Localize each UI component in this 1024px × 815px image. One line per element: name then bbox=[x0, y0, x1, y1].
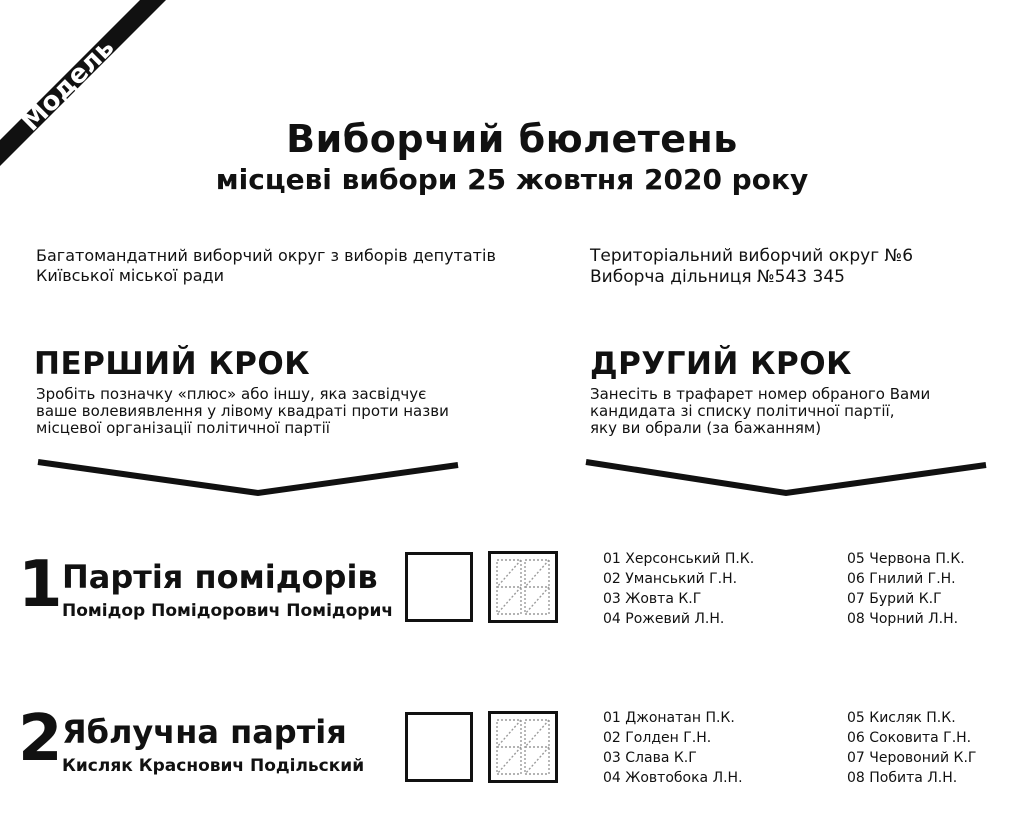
digit-stencil-icon bbox=[491, 554, 555, 620]
candidate-entry: 01 Херсонський П.К. bbox=[603, 551, 755, 567]
candidate-entry: 07 Чеpовоний К.Г bbox=[847, 750, 977, 766]
district-left-line2: Київської міської ради bbox=[36, 266, 224, 285]
candidate-entry: 06 Соковита Г.Н. bbox=[847, 730, 972, 746]
district-right-line1: Територіальний виборчий округ №6 bbox=[590, 246, 914, 266]
party-1-candidates-right bbox=[847, 549, 965, 629]
first-step-instructions bbox=[36, 386, 516, 437]
second-step-chevron bbox=[586, 462, 986, 493]
second-step-line3: яку ви обрали (за бажанням) bbox=[590, 419, 822, 437]
step-chevrons bbox=[0, 455, 1024, 505]
first-step-line3: місцевої організації політичної партії bbox=[36, 419, 330, 437]
candidate-entry: 05 Червона П.К. bbox=[847, 551, 965, 567]
party-1-vote-box[interactable] bbox=[405, 552, 473, 622]
party-2-name: Яблучна партія bbox=[62, 713, 347, 751]
first-step-title: ПЕРШИЙ КРОК bbox=[34, 346, 311, 382]
second-step-line2: кандидата зі списку політичної партії, bbox=[590, 402, 895, 420]
second-step-line1: Занесіть в трафарет номер обраного Вами bbox=[590, 385, 931, 403]
candidate-entry: 02 Уманський Г.Н. bbox=[603, 571, 738, 587]
second-step-instructions bbox=[590, 386, 1010, 437]
candidate-entry: 08 Побита Л.Н. bbox=[847, 770, 958, 786]
corner-label: Модель bbox=[15, 32, 121, 138]
first-step-line2: ваше волевиявлення у лівому квадраті проти назви bbox=[36, 402, 449, 420]
second-step-title: ДРУГИЙ КРОК bbox=[590, 346, 852, 382]
party-1-leader: Помідор Помідорович Помідорич bbox=[62, 601, 394, 621]
party-1-candidates-left bbox=[603, 549, 754, 629]
candidate-entry: 08 Чорний Л.Н. bbox=[847, 611, 959, 627]
candidate-entry: 03 Жовта К.Г bbox=[603, 591, 702, 607]
district-info-left bbox=[36, 246, 576, 286]
district-right-line2: Виборча дільниця №543 345 bbox=[590, 267, 845, 287]
party-1-candidate-stencil[interactable] bbox=[488, 551, 558, 623]
first-step-line1: Зробіть позначку «плюс» або іншу, яка засвідчує bbox=[36, 385, 427, 403]
digit-stencil-icon bbox=[491, 714, 555, 780]
candidate-entry: 02 Голден Г.Н. bbox=[603, 730, 712, 746]
district-left-line1: Багатомандатний виборчий округ з виборів депутатів bbox=[36, 246, 496, 265]
candidate-entry: 03 Слава К.Г bbox=[603, 750, 697, 766]
ballot-subtitle: місцеві вибори 25 жовтня 2020 року bbox=[215, 163, 809, 196]
first-step-chevron bbox=[38, 462, 458, 493]
district-info-right bbox=[590, 246, 1010, 288]
ballot-title: Виборчий бюлетень bbox=[286, 117, 738, 161]
candidate-entry: 05 Кисляк П.К. bbox=[847, 710, 956, 726]
candidate-entry: 07 Бурий К.Г bbox=[847, 591, 942, 607]
candidate-entry: 06 Гнилий Г.Н. bbox=[847, 571, 956, 587]
candidate-entry: 04 Рожевий Л.Н. bbox=[603, 611, 725, 627]
party-2-number: 2 bbox=[18, 702, 61, 776]
party-1-name: Партія помідорів bbox=[62, 558, 378, 596]
party-2-vote-box[interactable] bbox=[405, 712, 473, 782]
party-2-candidate-stencil[interactable] bbox=[488, 711, 558, 783]
party-2-candidates-left bbox=[603, 708, 743, 788]
candidate-entry: 04 Жовтобока Л.Н. bbox=[603, 770, 743, 786]
candidate-entry: 01 Джонатан П.К. bbox=[603, 710, 735, 726]
party-2-candidates-right bbox=[847, 708, 976, 788]
party-1-number: 1 bbox=[18, 548, 61, 622]
party-2-leader: Кисляк Краснович Подільский bbox=[62, 756, 365, 776]
